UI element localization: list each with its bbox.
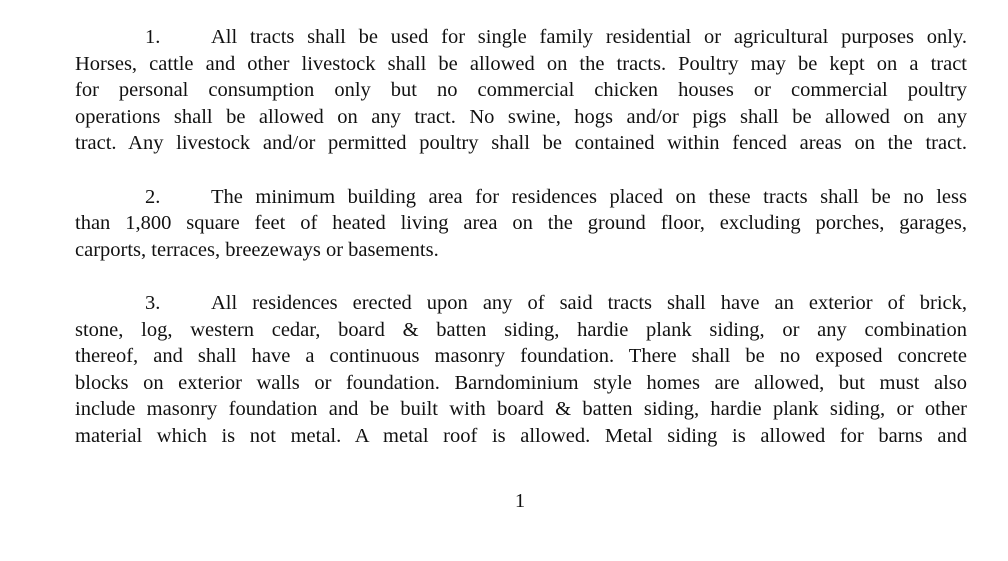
paragraph-line: tract. Any livestock and/or permitted poultry shall be contained within fenced areas on the tract. (75, 132, 967, 154)
paragraph-line: 3. All residences erected upon any of said tracts shall have an exterior of brick, (75, 290, 967, 317)
paragraph-line: Horses, cattle and other livestock shall be allowed on the tracts. Poultry may be kept on a tract (75, 52, 967, 75)
paragraph-spacer (75, 263, 967, 290)
paragraph-line: stone, log, western cedar, board & batten siding, hardie plank siding, or any combination (75, 318, 967, 341)
paragraph-line: operations shall be allowed on any tract. No swine, hogs and/or pigs shall be allowed on any (75, 105, 967, 128)
paragraph-line: 1. All tracts shall be used for single family residential or agricultural purposes only. (75, 24, 967, 51)
paragraph-line: material which is not metal. A metal roof is allowed. Metal siding is allowed for barns and (75, 424, 967, 447)
paragraph-1 (75, 24, 967, 157)
paragraph-number: 2. (145, 185, 161, 208)
paragraph-number: 1. (145, 26, 161, 48)
paragraph-line: carports, terraces, breezeways or basements. (75, 238, 439, 261)
paragraph-line: blocks on exterior walls or foundation. Barndominium style homes are allowed, but must also (75, 371, 967, 394)
page-number: 1 (514, 490, 526, 512)
paragraph-line: for personal consumption only but no commercial chicken houses or commercial poultry (75, 79, 967, 101)
paragraph-3 (75, 290, 967, 449)
paragraph-line: 2. The minimum building area for residences placed on these tracts shall be no less (75, 184, 967, 211)
paragraph-spacer (75, 157, 967, 184)
document-page (75, 24, 967, 449)
paragraph-number: 3. (145, 292, 161, 314)
paragraph-line: than 1,800 square feet of heated living area on the ground floor, excluding porches, garages, (75, 212, 967, 234)
paragraph-line: include masonry foundation and be built with board & batten siding, hardie plank siding, or other (75, 398, 967, 420)
paragraph-line: thereof, and shall have a continuous masonry foundation. There shall be no exposed concrete (75, 345, 967, 367)
paragraph-2 (75, 184, 967, 264)
